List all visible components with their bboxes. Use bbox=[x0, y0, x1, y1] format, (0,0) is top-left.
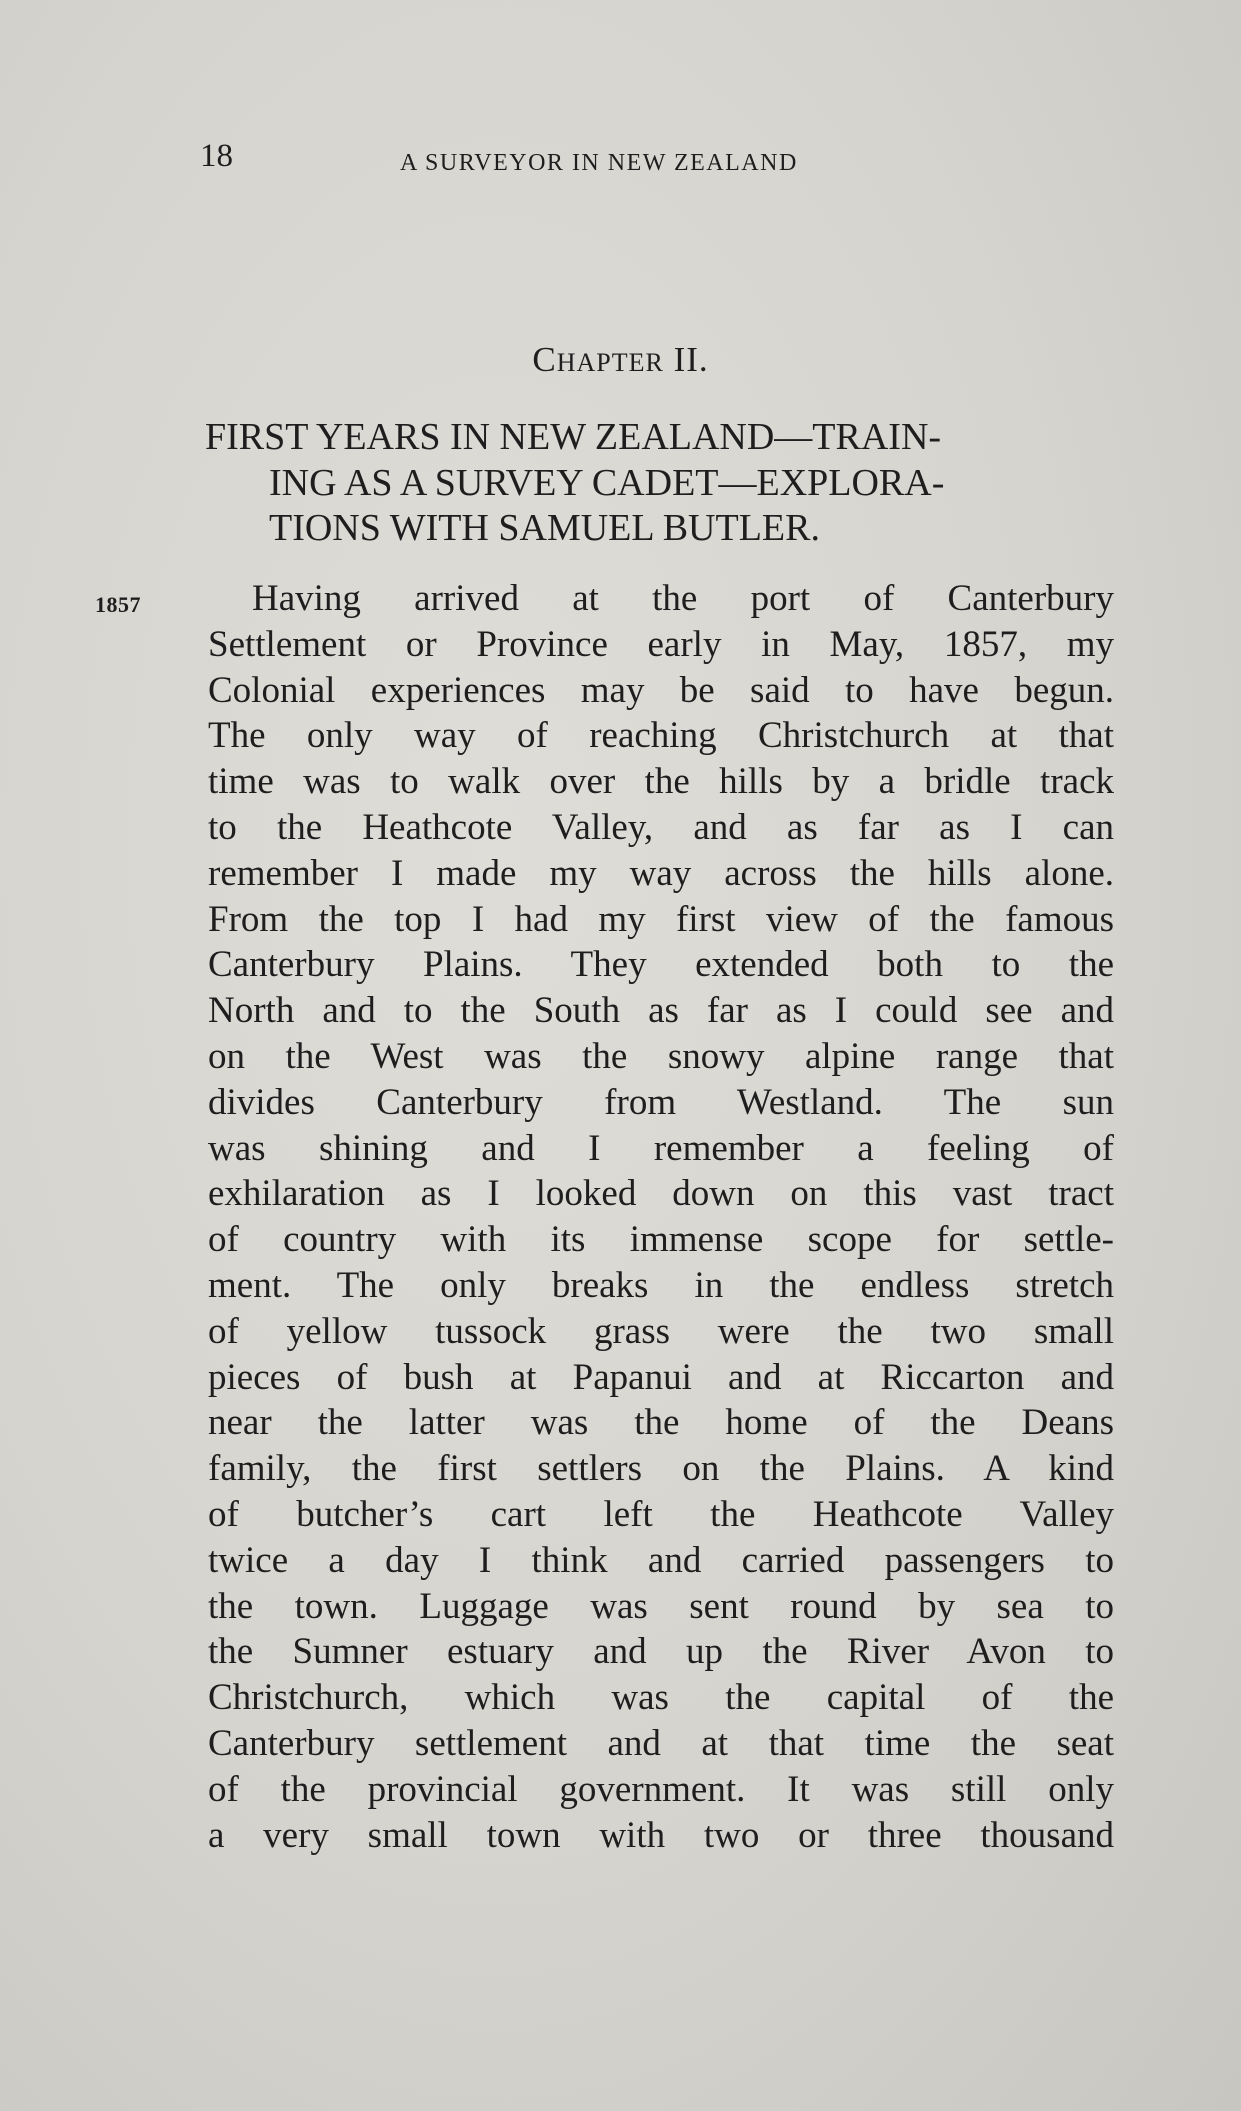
text-line: of the provincial government. It was still only bbox=[208, 1768, 1114, 1810]
text-line: the town. Luggage was sent round by sea to bbox=[208, 1585, 1114, 1627]
text-line: on the West was the snowy alpine range that bbox=[208, 1035, 1114, 1077]
running-head bbox=[200, 138, 1120, 188]
text-line: the Sumner estuary and up the River Avon to bbox=[208, 1631, 1114, 1673]
text-line: divides Canterbury from Westland. The sun bbox=[208, 1081, 1114, 1123]
running-head-title: A SURVEYOR IN NEW ZEALAND bbox=[400, 150, 798, 176]
text-line: remember I made my way across the hills alone. bbox=[208, 852, 1114, 894]
chapter-title bbox=[205, 415, 1115, 552]
text-line: From the top I had my first view of the famous bbox=[208, 898, 1114, 940]
text-line: Canterbury settlement and at that time the seat bbox=[208, 1722, 1114, 1764]
text-line: near the latter was the home of the Deans bbox=[208, 1402, 1114, 1444]
chapter-heading bbox=[0, 340, 1241, 380]
chapter-title-line: FIRST YEARS IN NEW ZEALAND—TRAIN- bbox=[205, 416, 942, 458]
text-line: North and to the South as far as I could see and bbox=[208, 990, 1114, 1032]
text-line: a very small town with two or three thousand bbox=[208, 1814, 1114, 1856]
text-line: was shining and I remember a feeling of bbox=[208, 1127, 1114, 1169]
text-line: of butcher’s cart left the Heathcote Valley bbox=[208, 1493, 1114, 1535]
body-text bbox=[208, 576, 1114, 1858]
text-line: Colonial experiences may be said to have begun. bbox=[208, 669, 1114, 711]
text-line: of yellow tussock grass were the two small bbox=[208, 1310, 1114, 1352]
chapter-label-initial: C bbox=[532, 340, 557, 379]
text-line: exhilaration as I looked down on this vast tract bbox=[208, 1173, 1114, 1215]
text-line: The only way of reaching Christchurch at that bbox=[208, 715, 1114, 757]
text-line: to the Heathcote Valley, and as far as I can bbox=[208, 806, 1114, 848]
chapter-title-line: TIONS WITH SAMUEL BUTLER. bbox=[269, 507, 820, 549]
text-line: of country with its immense scope for settle- bbox=[208, 1219, 1114, 1261]
text-line: time was to walk over the hills by a bridle track bbox=[208, 761, 1114, 803]
chapter-numeral: II. bbox=[673, 340, 709, 379]
text-line: family, the first settlers on the Plains. A kind bbox=[208, 1448, 1114, 1490]
text-line: Christchurch, which was the capital of the bbox=[208, 1677, 1114, 1719]
text-line: twice a day I think and carried passengers to bbox=[208, 1539, 1114, 1581]
text-line: Canterbury Plains. They extended both to the bbox=[208, 944, 1114, 986]
text-line: ment. The only breaks in the endless stretch bbox=[208, 1264, 1114, 1306]
margin-year-note: 1857 bbox=[95, 592, 141, 617]
text-line: Settlement or Province early in May, 1857, my bbox=[208, 623, 1114, 665]
page-number: 18 bbox=[200, 138, 233, 174]
chapter-label-rest: HAPTER bbox=[556, 348, 664, 377]
text-line: Having arrived at the port of Canterbury bbox=[252, 578, 1114, 619]
text-line: pieces of bush at Papanui and at Riccarton and bbox=[208, 1356, 1114, 1398]
chapter-title-line: ING AS A SURVEY CADET—EXPLORA- bbox=[269, 461, 945, 504]
